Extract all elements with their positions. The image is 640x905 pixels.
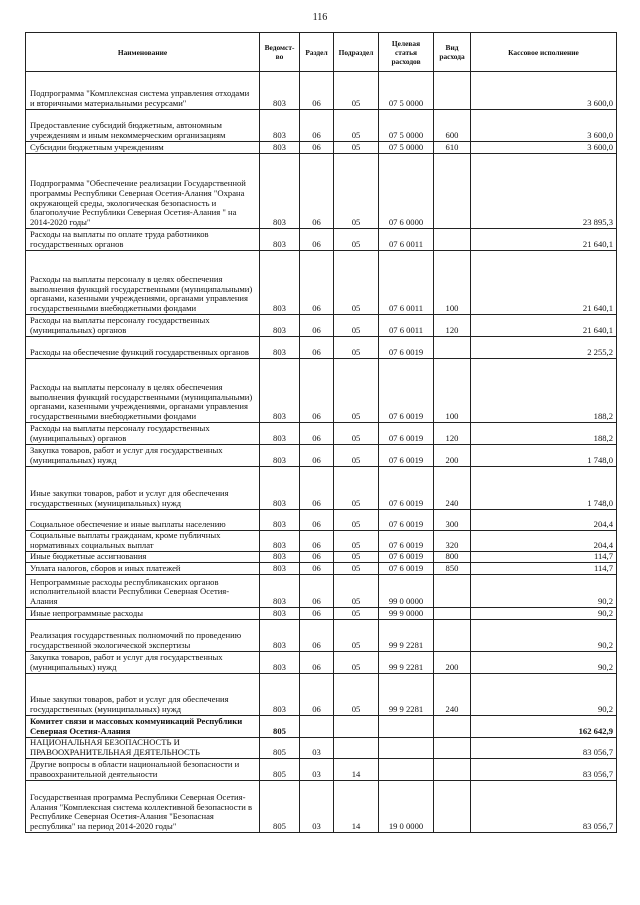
- cell-sum: 21 640,1: [471, 315, 617, 337]
- cell-name: Подпрограмма "Комплексная система управления отходами и вторичными материальными ресурсами": [26, 72, 260, 110]
- cell-name: Иные закупки товаров, работ и услуг для обеспечения государственных (муниципальных) нужд: [26, 467, 260, 510]
- cell-vid: [434, 716, 471, 738]
- table-row: [26, 359, 617, 423]
- cell-celevaya: 07 6 0011: [379, 251, 434, 315]
- cell-vid: 240: [434, 467, 471, 510]
- cell-vid: 200: [434, 652, 471, 674]
- cell-name: Государственная программа Республики Северная Осетия-Алания "Комплексная система коллективной безопасности в Республике Северная Осетия-Алания "Безопасная республика" на период 2014-2020 годы": [26, 781, 260, 833]
- header-ved: Ведомст-во: [260, 33, 300, 72]
- cell-name: Социальные выплаты гражданам, кроме публичных нормативных социальных выплат: [26, 531, 260, 552]
- cell-vid: [434, 154, 471, 229]
- page-number: 116: [312, 12, 328, 23]
- cell-name: Иные непрограммные расходы: [26, 608, 260, 620]
- cell-podrazdel: 05: [334, 652, 379, 674]
- cell-celevaya: [379, 716, 434, 738]
- cell-razdel: 06: [300, 315, 334, 337]
- cell-name: Уплата налогов, сборов и иных платежей: [26, 563, 260, 575]
- cell-name: Расходы на выплаты персоналу государственных (муниципальных) органов: [26, 423, 260, 445]
- cell-name: Непрограммные расходы республиканских органов исполнительной власти Республики Северная Осетия-Алания: [26, 575, 260, 608]
- cell-ved: 803: [260, 575, 300, 608]
- cell-name: Реализация государственных полномочий по проведению государственной экологической экспертизы: [26, 620, 260, 652]
- cell-sum: 83 056,7: [471, 781, 617, 833]
- cell-podrazdel: 05: [334, 445, 379, 467]
- cell-podrazdel: 05: [334, 510, 379, 531]
- cell-celevaya: 99 9 2281: [379, 620, 434, 652]
- cell-razdel: 06: [300, 510, 334, 531]
- table-row: [26, 315, 617, 337]
- cell-razdel: 06: [300, 229, 334, 251]
- cell-celevaya: 07 6 0019: [379, 467, 434, 510]
- cell-ved: 803: [260, 229, 300, 251]
- cell-celevaya: 07 6 0019: [379, 337, 434, 359]
- header-vid: Вид расхода: [434, 33, 471, 72]
- table-row: [26, 423, 617, 445]
- cell-razdel: 06: [300, 674, 334, 716]
- cell-vid: 610: [434, 142, 471, 154]
- cell-celevaya: 07 6 0019: [379, 510, 434, 531]
- cell-celevaya: 07 6 0011: [379, 315, 434, 337]
- cell-ved: 805: [260, 781, 300, 833]
- table-row: [26, 251, 617, 315]
- cell-podrazdel: 05: [334, 337, 379, 359]
- cell-razdel: 06: [300, 154, 334, 229]
- cell-ved: 803: [260, 531, 300, 552]
- header-podrazdel: Подраздел: [334, 33, 379, 72]
- cell-podrazdel: [334, 716, 379, 738]
- cell-celevaya: 99 0 0000: [379, 575, 434, 608]
- cell-vid: 240: [434, 674, 471, 716]
- cell-sum: 21 640,1: [471, 251, 617, 315]
- cell-razdel: 06: [300, 608, 334, 620]
- cell-vid: 120: [434, 423, 471, 445]
- cell-vid: 200: [434, 445, 471, 467]
- cell-vid: 800: [434, 552, 471, 563]
- cell-ved: 803: [260, 110, 300, 142]
- cell-sum: 188,2: [471, 359, 617, 423]
- cell-sum: 23 895,3: [471, 154, 617, 229]
- cell-sum: 3 600,0: [471, 110, 617, 142]
- cell-ved: 805: [260, 759, 300, 781]
- cell-ved: 803: [260, 563, 300, 575]
- cell-sum: 90,2: [471, 652, 617, 674]
- cell-celevaya: 07 5 0000: [379, 110, 434, 142]
- cell-podrazdel: 05: [334, 110, 379, 142]
- cell-celevaya: 07 6 0019: [379, 531, 434, 552]
- cell-podrazdel: 05: [334, 229, 379, 251]
- cell-razdel: 03: [300, 738, 334, 759]
- cell-celevaya: 07 5 0000: [379, 142, 434, 154]
- cell-podrazdel: 05: [334, 575, 379, 608]
- cell-celevaya: 07 5 0000: [379, 72, 434, 110]
- cell-ved: 805: [260, 716, 300, 738]
- table-row: [26, 759, 617, 781]
- cell-vid: 120: [434, 315, 471, 337]
- cell-sum: 90,2: [471, 620, 617, 652]
- table-row: [26, 563, 617, 575]
- cell-sum: 90,2: [471, 608, 617, 620]
- cell-razdel: 06: [300, 251, 334, 315]
- cell-name: Субсидии бюджетным учреждениям: [26, 142, 260, 154]
- cell-razdel: 06: [300, 445, 334, 467]
- cell-vid: [434, 759, 471, 781]
- cell-razdel: 06: [300, 110, 334, 142]
- cell-name: Закупка товаров, работ и услуг для государственных (муниципальных) нужд: [26, 652, 260, 674]
- cell-vid: 600: [434, 110, 471, 142]
- table-row: [26, 652, 617, 674]
- table-row: [26, 620, 617, 652]
- cell-name: Предоставление субсидий бюджетным, автономным учреждениям и иным некоммерческим организациям: [26, 110, 260, 142]
- cell-razdel: 06: [300, 423, 334, 445]
- cell-sum: 1 748,0: [471, 445, 617, 467]
- cell-podrazdel: 05: [334, 154, 379, 229]
- cell-celevaya: 07 6 0019: [379, 552, 434, 563]
- cell-podrazdel: 05: [334, 251, 379, 315]
- cell-podrazdel: 05: [334, 467, 379, 510]
- cell-sum: 204,4: [471, 510, 617, 531]
- cell-ved: 803: [260, 72, 300, 110]
- cell-podrazdel: 05: [334, 142, 379, 154]
- cell-name: Иные закупки товаров, работ и услуг для обеспечения государственных (муниципальных) нужд: [26, 674, 260, 716]
- cell-celevaya: 07 6 0019: [379, 423, 434, 445]
- cell-celevaya: 07 6 0000: [379, 154, 434, 229]
- cell-sum: 90,2: [471, 674, 617, 716]
- cell-ved: 803: [260, 154, 300, 229]
- cell-razdel: 06: [300, 620, 334, 652]
- budget-table: [25, 32, 617, 833]
- cell-podrazdel: 14: [334, 781, 379, 833]
- cell-vid: [434, 608, 471, 620]
- cell-podrazdel: 05: [334, 315, 379, 337]
- cell-vid: 100: [434, 251, 471, 315]
- cell-sum: 83 056,7: [471, 738, 617, 759]
- cell-name: Социальное обеспечение и иные выплаты населению: [26, 510, 260, 531]
- cell-razdel: 03: [300, 759, 334, 781]
- cell-razdel: 06: [300, 337, 334, 359]
- cell-razdel: 06: [300, 575, 334, 608]
- cell-celevaya: [379, 738, 434, 759]
- cell-sum: 188,2: [471, 423, 617, 445]
- table-row: [26, 229, 617, 251]
- cell-razdel: 06: [300, 359, 334, 423]
- cell-razdel: 03: [300, 781, 334, 833]
- cell-podrazdel: 05: [334, 552, 379, 563]
- table-row: [26, 674, 617, 716]
- cell-ved: 803: [260, 359, 300, 423]
- cell-vid: [434, 72, 471, 110]
- cell-name: Расходы на выплаты по оплате труда работников государственных органов: [26, 229, 260, 251]
- cell-razdel: 06: [300, 552, 334, 563]
- header-celevaya: Целевая статья расходов: [379, 33, 434, 72]
- cell-name: Иные бюджетные ассигнования: [26, 552, 260, 563]
- cell-vid: [434, 620, 471, 652]
- cell-razdel: 06: [300, 467, 334, 510]
- cell-ved: 803: [260, 608, 300, 620]
- cell-vid: 300: [434, 510, 471, 531]
- cell-vid: [434, 337, 471, 359]
- cell-sum: 162 642,9: [471, 716, 617, 738]
- table-header-row: [26, 33, 617, 72]
- table-row: [26, 781, 617, 833]
- cell-ved: 803: [260, 552, 300, 563]
- cell-name: Закупка товаров, работ и услуг для государственных (муниципальных) нужд: [26, 445, 260, 467]
- cell-name: Комитет связи и массовых коммуникаций Республики Северная Осетия-Алания: [26, 716, 260, 738]
- cell-celevaya: 99 9 2281: [379, 674, 434, 716]
- cell-vid: [434, 781, 471, 833]
- cell-sum: 3 600,0: [471, 142, 617, 154]
- cell-sum: 114,7: [471, 563, 617, 575]
- cell-vid: 100: [434, 359, 471, 423]
- table-row: [26, 467, 617, 510]
- cell-razdel: 06: [300, 72, 334, 110]
- cell-podrazdel: 14: [334, 759, 379, 781]
- header-name: Наименование: [26, 33, 260, 72]
- header-razdel: Раздел: [300, 33, 334, 72]
- cell-sum: 1 748,0: [471, 467, 617, 510]
- cell-razdel: 06: [300, 142, 334, 154]
- cell-ved: 803: [260, 315, 300, 337]
- cell-podrazdel: 05: [334, 674, 379, 716]
- cell-name: НАЦИОНАЛЬНАЯ БЕЗОПАСНОСТЬ И ПРАВООХРАНИТЕЛЬНАЯ ДЕЯТЕЛЬНОСТЬ: [26, 738, 260, 759]
- cell-ved: 803: [260, 251, 300, 315]
- cell-ved: 803: [260, 337, 300, 359]
- cell-vid: 320: [434, 531, 471, 552]
- cell-sum: 83 056,7: [471, 759, 617, 781]
- cell-celevaya: 07 6 0019: [379, 445, 434, 467]
- cell-celevaya: 07 6 0011: [379, 229, 434, 251]
- cell-sum: 204,4: [471, 531, 617, 552]
- header-sum: Кассовое исполнение: [471, 33, 617, 72]
- cell-name: Другие вопросы в области национальной безопасности и правоохранительной деятельности: [26, 759, 260, 781]
- cell-ved: 803: [260, 423, 300, 445]
- cell-celevaya: 07 6 0019: [379, 563, 434, 575]
- cell-name: Расходы на выплаты персоналу в целях обеспечения выполнения функций государственными (муниципальными) органами, казенными учреждениями, органами управления государственными внебюджетными фондами: [26, 251, 260, 315]
- cell-name: Расходы на обеспечение функций государственных органов: [26, 337, 260, 359]
- table-row: [26, 716, 617, 738]
- cell-name: Расходы на выплаты персоналу государственных (муниципальных) органов: [26, 315, 260, 337]
- cell-name: Расходы на выплаты персоналу в целях обеспечения выполнения функций государственными (муниципальными) органами, казенными учреждениями, органами управления государственными внебюджетными фондами: [26, 359, 260, 423]
- cell-sum: 3 600,0: [471, 72, 617, 110]
- cell-podrazdel: 05: [334, 531, 379, 552]
- cell-razdel: 06: [300, 531, 334, 552]
- table-row: [26, 72, 617, 110]
- cell-sum: 2 255,2: [471, 337, 617, 359]
- cell-podrazdel: 05: [334, 563, 379, 575]
- table-row: [26, 110, 617, 142]
- cell-razdel: 06: [300, 652, 334, 674]
- cell-ved: 803: [260, 510, 300, 531]
- cell-vid: [434, 738, 471, 759]
- cell-sum: 114,7: [471, 552, 617, 563]
- cell-celevaya: [379, 759, 434, 781]
- table-row: [26, 154, 617, 229]
- cell-razdel: [300, 716, 334, 738]
- table-row: [26, 552, 617, 563]
- table-row: [26, 608, 617, 620]
- cell-ved: 803: [260, 467, 300, 510]
- table-row: [26, 738, 617, 759]
- cell-sum: 90,2: [471, 575, 617, 608]
- cell-vid: [434, 229, 471, 251]
- cell-vid: 850: [434, 563, 471, 575]
- cell-ved: 803: [260, 652, 300, 674]
- cell-podrazdel: 05: [334, 423, 379, 445]
- cell-sum: 21 640,1: [471, 229, 617, 251]
- cell-name: Подпрограмма "Обеспечение реализации Государственной программы Республики Северная Осетия-Алания "Охрана окружающей среды, экологическая безопасность и благополучие Республики Северная Осетия-Алания " на 2014-2020 годы": [26, 154, 260, 229]
- cell-celevaya: 07 6 0019: [379, 359, 434, 423]
- cell-podrazdel: [334, 738, 379, 759]
- cell-podrazdel: 05: [334, 359, 379, 423]
- cell-ved: 803: [260, 142, 300, 154]
- cell-vid: [434, 575, 471, 608]
- cell-ved: 805: [260, 738, 300, 759]
- cell-razdel: 06: [300, 563, 334, 575]
- table-row: [26, 445, 617, 467]
- cell-celevaya: 99 9 2281: [379, 652, 434, 674]
- table-row: [26, 575, 617, 608]
- table-row: [26, 142, 617, 154]
- cell-celevaya: 19 0 0000: [379, 781, 434, 833]
- cell-ved: 803: [260, 620, 300, 652]
- cell-podrazdel: 05: [334, 72, 379, 110]
- table-row: [26, 510, 617, 531]
- table-body: [26, 72, 617, 833]
- cell-ved: 803: [260, 445, 300, 467]
- cell-celevaya: 99 9 0000: [379, 608, 434, 620]
- table-row: [26, 337, 617, 359]
- cell-podrazdel: 05: [334, 620, 379, 652]
- cell-podrazdel: 05: [334, 608, 379, 620]
- table-row: [26, 531, 617, 552]
- cell-ved: 803: [260, 674, 300, 716]
